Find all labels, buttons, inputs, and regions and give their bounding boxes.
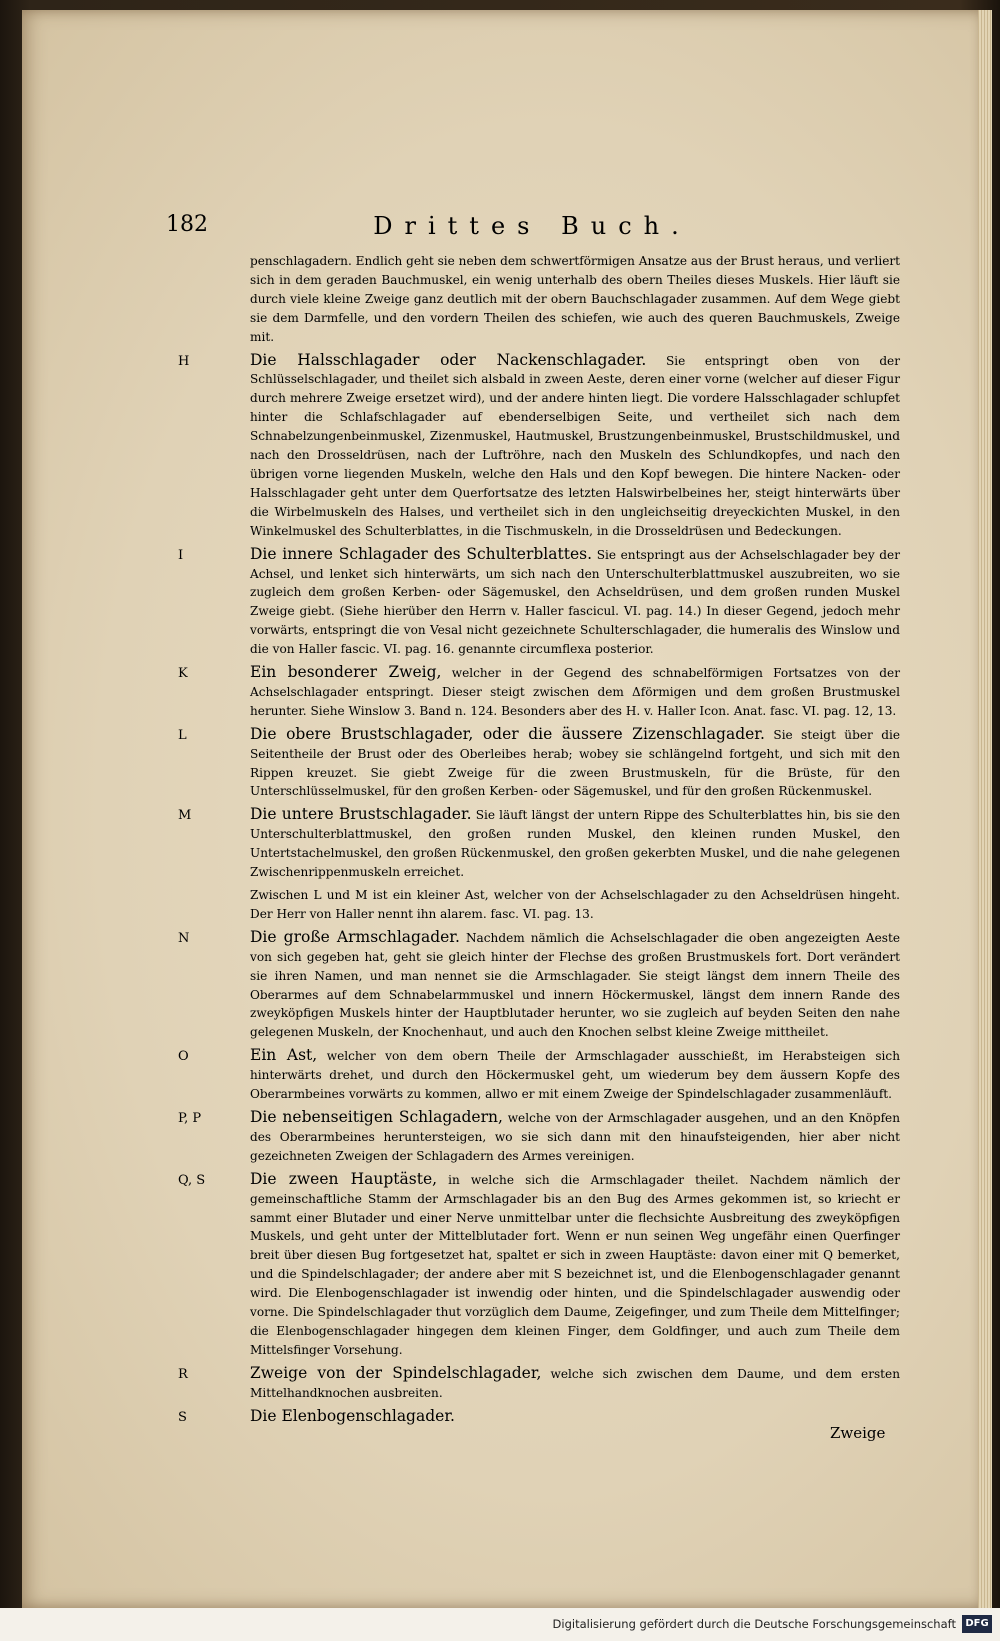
- entry-heading: Die untere Brustschlagader.: [250, 805, 472, 824]
- entry-text: Zwischen L und M ist ein kleiner Ast, welcher von der Achselschlagader zu den Achseldrüsen hingeht. Der Herr von Haller nennt ihn alarem. fasc. VI. pag. 13.: [250, 888, 900, 921]
- dfg-logo-icon: DFG: [962, 1615, 992, 1633]
- entry-text: in welche sich die Armschlagader theilet. Nachdem nämlich der gemeinschaftliche Stamm der Armschlagader bis an den Bug des Armes gekommen ist, so kriecht er sammt einer Blutader und einer Nerve unmittelbar unter die flechsichte Ausbreitung des zweyköpfigen Muskels, und geht unter der Mittelblutader fort. Wenn er nun seinen Weg ungefähr einen Querfinger breit über diesen Bug fortgesetzet hat, spaltet er sich in zween Hauptäste: davon einer mit Q bemerket, und die Spindelschlagader; der andere aber mit S bezeichnet ist, und die Elenbogenschlagader genannt wird. Die Elenbogenschlagader ist inwendig oder hinten, und die Spindelschlagader auswendig oder vorne. Die Spindelschlagader thut vorzüglich dem Daume, Zeigefinger, und zum Theile dem Mittelfinger; die Elenbogenschlagader hingegen dem kleinen Finger, dem Goldfinger, und auch zum Theile dem Mittelsfinger Vorsehung.: [250, 1172, 900, 1357]
- entry-m: [178, 805, 900, 882]
- entry-heading: Zweige von der Spindelschlagader,: [250, 1363, 542, 1382]
- entry-marker: K: [178, 666, 188, 682]
- entry-marker: Q, S: [178, 1172, 206, 1188]
- entry-heading: Die Elenbogenschlagader.: [250, 1406, 455, 1425]
- entry-text: welche sich zwischen dem Daume, und dem ersten Mittelhandknochen ausbreiten.: [250, 1366, 900, 1400]
- entry-n: [178, 927, 900, 1042]
- entry-heading: Die innere Schlagader des Schulterblattes.: [250, 544, 593, 563]
- entry-text: Sie entspringt oben von der Schlüsselschlagader, und theilet sich alsbald in zween Aeste, deren einer vorne (welcher auf dieser Figur durch mehrere Zweige ersetzet wird), und der andere hinten liegt. Die vordere Halsschlagader schlupfet hinter die Schlafschlagader auf ebenderselbigen Seite, und vertheilet sich nach dem Schnabelzungenbeinmuskel, Zizenmuskel, Hautmuskel, Brustzungenbeinmuskel, Brustschildmuskel, und nach den Drosseldrüsen, nach der Luftröhre, nach den Muskeln des Schlundkopfes, und nach den übrigen vorne liegenden Muskeln, welche den Hals und den Kopf bewegen. Die hintere Nacken- oder Halsschlagader geht unter dem Querfortsatze des letzten Halswirbelbeines her, steigt hinterwärts über die Wirbelmuskeln des Halses, und vertheilet sich in den ungleichseitig dreyeckichten Muskel, in den Winkelmuskel des Schulterblattes, in die Tischmuskeln, in die Drosseldrüsen und Bedeckungen.: [250, 353, 900, 538]
- footer-credit: Digitalisierung gefördert durch die Deutsche Forschungsgemeinschaft: [552, 1617, 956, 1631]
- entry-text: Sie steigt über die Seitentheile der Brust oder des Oberleibes herab; wobey sie schlängelnd fortgeht, und sich mit den Rippen kreuzet. Sie giebt Zweige für die zween Brustmuskeln, für die Brüste, für den Unterschlüsselmuskel, für den großen Kerben- oder Sägemuskel, und für den großen Rückenmuskel.: [250, 727, 900, 799]
- entry-marker: O: [178, 1049, 189, 1065]
- entry-text: Sie läuft längst der untern Rippe des Schulterblattes hin, bis sie den Unterschulterblattmuskel, den großen runden Muskel, den kleinen runden Muskel, den Untertstachelmuskel, den großen Rückenmuskel, den großen gekerbten Muskel, und die nahe gelegenen Zwischenrippenmuskeln erreichet.: [250, 808, 900, 880]
- entry-o: [178, 1046, 900, 1104]
- entry-marker: N: [178, 930, 190, 946]
- entry-qs: [178, 1169, 900, 1360]
- entry-s: [178, 1406, 900, 1427]
- entry-heading: Ein besonderer Zweig,: [250, 663, 442, 682]
- entry-marker: R: [178, 1366, 188, 1382]
- entry-marker: S: [178, 1409, 187, 1425]
- entry-marker: H: [178, 353, 190, 369]
- catchword: Zweige: [830, 1424, 886, 1442]
- entry-i: [178, 544, 900, 659]
- entry-heading: Die obere Brustschlagader, oder die äussere Zizenschlagader.: [250, 724, 765, 743]
- entry-continuation: [250, 252, 900, 347]
- entry-text: welcher von dem obern Theile der Armschlagader ausschießt, im Herabsteigen sich hinterwärts drehet, und durch den Höckermuskel geht, um wiederum bey dem äussern Kopfe des Oberarmbeines vorwärts zu kommen, allwo er mit einem Zweige der Spindelschlagader zusammenläuft.: [250, 1049, 900, 1102]
- entry-l: [178, 724, 900, 802]
- entry-r: [178, 1363, 900, 1403]
- entry-heading: Die große Armschlagader.: [250, 927, 460, 946]
- entry-text: welche von der Armschlagader ausgehen, und an den Knöpfen des Oberarmbeines heruntersteigen, wo sie sich dann mit den hinaufsteigenden, hier aber nicht gezeichneten Zweigen der Schlagadern des Armes vereinigen.: [250, 1110, 900, 1163]
- page-number: 182: [166, 212, 208, 237]
- entry-marker: L: [178, 727, 187, 743]
- entry-heading: Ein Ast,: [250, 1046, 318, 1065]
- digitization-footer: [0, 1608, 1000, 1641]
- entry-text: welcher in der Gegend des schnabelförmigen Fortsatzes von der Achselschlagader entspringt. Dieser steigt zwischen dem Δförmigen und dem großen Brustmuskel herunter. Siehe Winslow 3. Band n. 124. Besonders aber des H. v. Haller Icon. Anat. fasc. VI. pag. 12, 13.: [250, 666, 900, 718]
- entry-k: [178, 663, 900, 721]
- entry-heading: Die Halsschlagader oder Nackenschlagader.: [250, 350, 647, 369]
- entry-marker: I: [178, 547, 184, 563]
- running-title: Drittes Buch.: [373, 212, 691, 240]
- entry-pp: [178, 1107, 900, 1166]
- page-edge: [978, 10, 992, 1608]
- entry-text: penschlagadern. Endlich geht sie neben dem schwertförmigen Ansatze aus der Brust heraus, und verliert sich in dem geraden Bauchmuskel, ein wenig unterhalb des obern Theiles dieses Muskels. Hier läuft sie durch viele kleine Zweige ganz deutlich mit der obern Bauchschlagader zusammen. Auf dem Wege giebt sie dem Darmfelle, und den vordern Theilen des schiefen, wie auch des queren Bauchmuskels, Zweige mit.: [250, 254, 900, 344]
- page-header: [166, 212, 898, 248]
- entry-heading: Die zween Hauptäste,: [250, 1169, 438, 1188]
- entry-marker: M: [178, 808, 192, 824]
- entry-between-l-m: [250, 886, 900, 924]
- entry-h: [178, 350, 900, 541]
- page-content: [178, 252, 900, 1430]
- entry-text: Sie entspringt aus der Achselschlagader bey der Achsel, und lenket sich hinterwärts, um sich nach den Unterschulterblattmuskel auszubreiten, wo sie zugleich dem großen Kerben- oder Sägemuskel, den Achseldrüsen, und dem großen runden Muskel Zweige giebt. (Siehe hierüber den Herrn v. Haller fascicul. VI. pag. 14.) In dieser Gegend, jedoch mehr vorwärts, entspringt die von Vesal nicht gezeichnete Schulterschlagader, die humeralis des Winslow und die von Haller fascic. VI. pag. 16. genannte circumflexa posterior.: [250, 547, 900, 657]
- entry-text: Nachdem nämlich die Achselschlagader die oben angezeigten Aeste von sich gegeben hat, geht sie gleich hinter der Flechse des großen Brustmuskels fort. Dort verändert sie ihren Namen, und man nennet sie die Armschlagader. Sie steigt längst dem innern Theile des Oberarmes auf dem Schnabelarmmuskel und innern Höckermuskel, längst dem innern Rande des zweyköpfigen Muskels hinter der Hauptblutader herunter, wo sie zugleich auf beyden Seiten den nahe gelegenen Muskeln, der Knochenhaut, und auch den Knochen selbst kleine Zweige mittheilet.: [250, 930, 900, 1040]
- entry-marker: P, P: [178, 1110, 202, 1126]
- entry-heading: Die nebenseitigen Schlagadern,: [250, 1107, 503, 1126]
